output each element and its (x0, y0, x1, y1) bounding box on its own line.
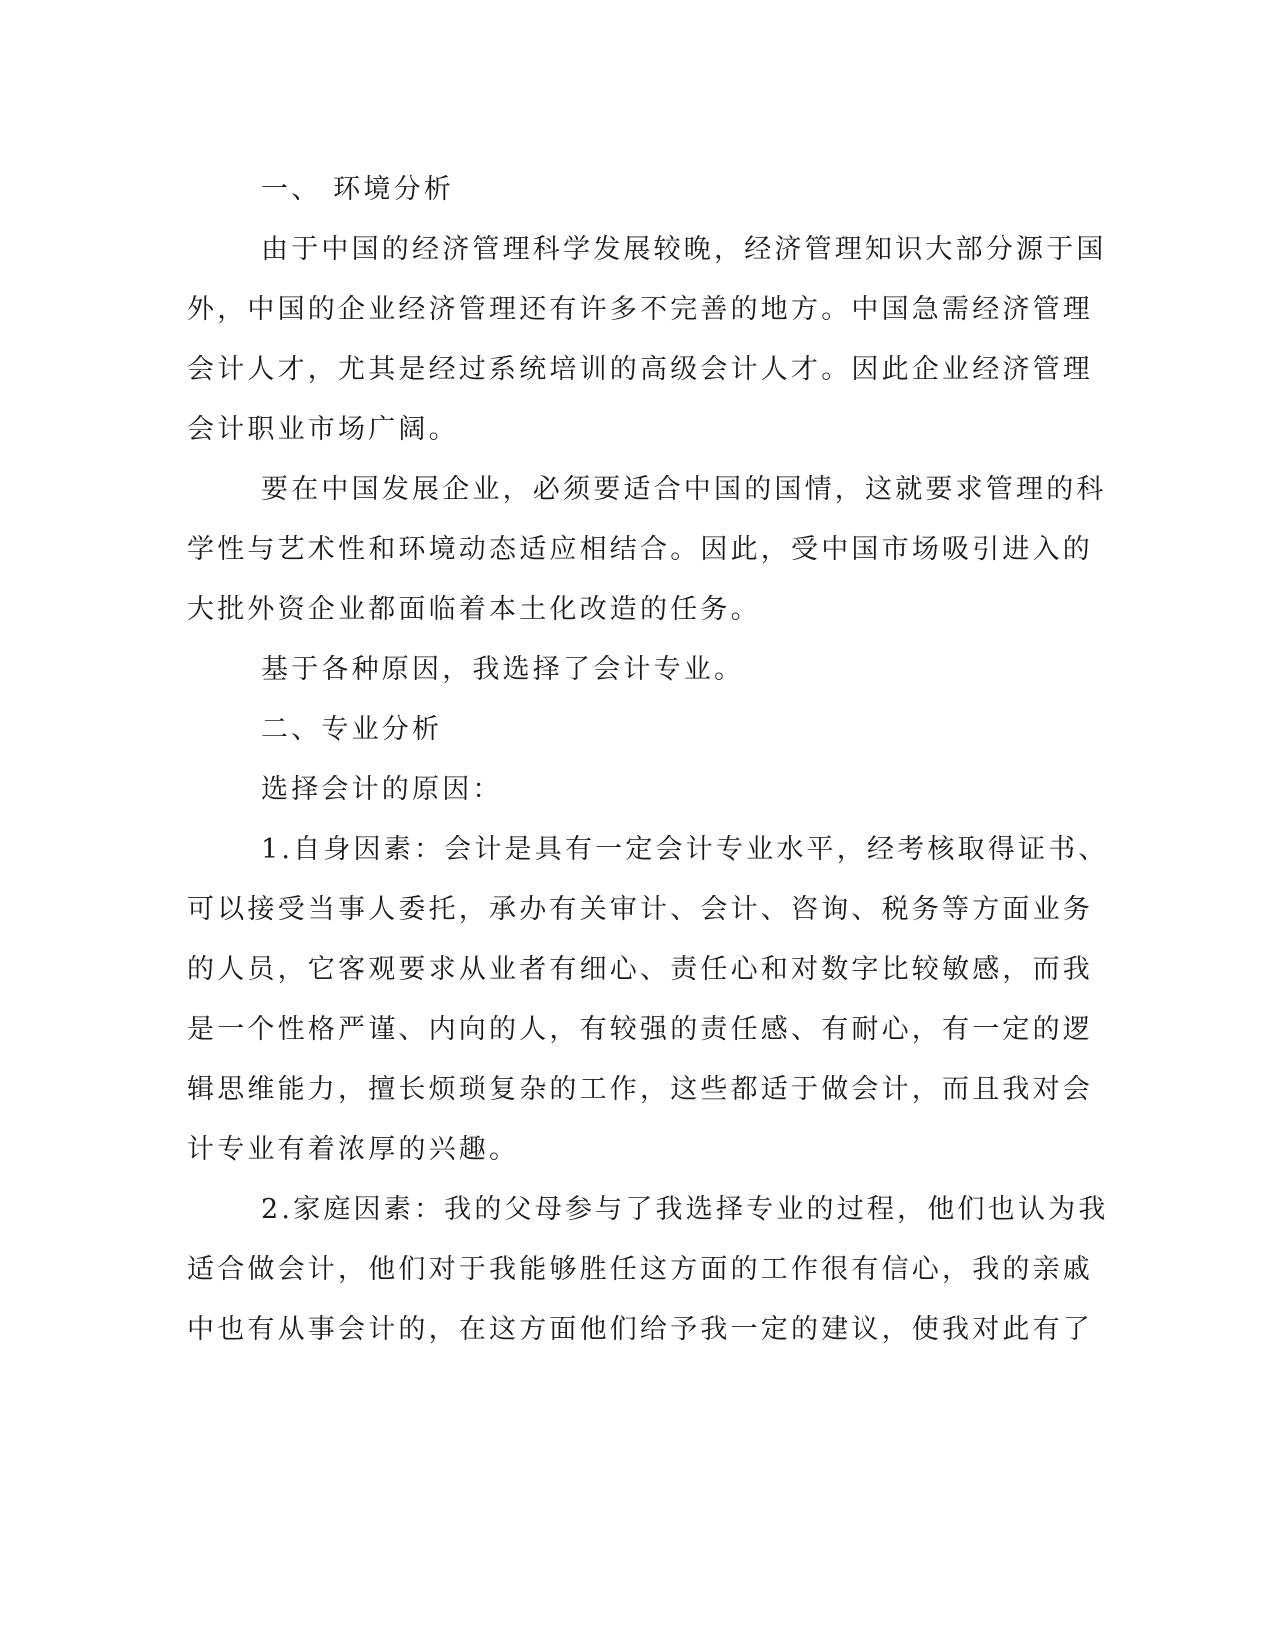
paragraph-line: 是一个性格严谨、内向的人，有较强的责任感、有耐心，有一定的逻 (187, 1014, 1093, 1045)
paragraph-line: 学性与艺术性和环境动态适应相结合。因此，受中国市场吸引进入的 (187, 534, 1093, 565)
paragraph-line: 基于各种原因，我选择了会计专业。 (261, 654, 745, 685)
paragraph-line: 会计职业市场广阔。 (187, 414, 459, 445)
paragraph-line: 要在中国发展企业，必须要适合中国的国情，这就要求管理的科 (261, 474, 1107, 505)
document-body (187, 160, 1109, 1360)
subheading-reasons: 选择会计的原因： (261, 774, 503, 805)
section-heading-environment: 一、 环境分析 (261, 174, 454, 205)
paragraph-line: 由于中国的经济管理科学发展较晚，经济管理知识大部分源于国 (261, 234, 1107, 265)
paragraph-line: 计专业有着浓厚的兴趣。 (187, 1134, 520, 1165)
paragraph-line: 可以接受当事人委托，承办有关审计、会计、咨询、税务等方面业务 (187, 894, 1093, 925)
section-heading-major: 二、专业分析 (261, 714, 443, 745)
paragraph-line: 中也有从事会计的，在这方面他们给予我一定的建议，使我对此有了 (187, 1314, 1093, 1345)
list-item-family: 2.家庭因素：我的父母参与了我选择专业的过程，他们也认为我 (261, 1194, 1109, 1225)
list-item-personal: 1.自身因素：会计是具有一定会计专业水平，经考核取得证书、 (261, 834, 1109, 865)
paragraph-line: 大批外资企业都面临着本土化改造的任务。 (187, 594, 761, 625)
paragraph-line: 会计人才，尤其是经过系统培训的高级会计人才。因此企业经济管理 (187, 354, 1093, 385)
paragraph-line: 辑思维能力，擅长烦琐复杂的工作，这些都适于做会计，而且我对会 (187, 1074, 1093, 1105)
paragraph-line: 的人员，它客观要求从业者有细心、责任心和对数字比较敏感，而我 (187, 954, 1093, 985)
paragraph-line: 外，中国的企业经济管理还有许多不完善的地方。中国急需经济管理 (187, 294, 1093, 325)
paragraph-line: 适合做会计，他们对于我能够胜任这方面的工作很有信心，我的亲戚 (187, 1254, 1093, 1285)
